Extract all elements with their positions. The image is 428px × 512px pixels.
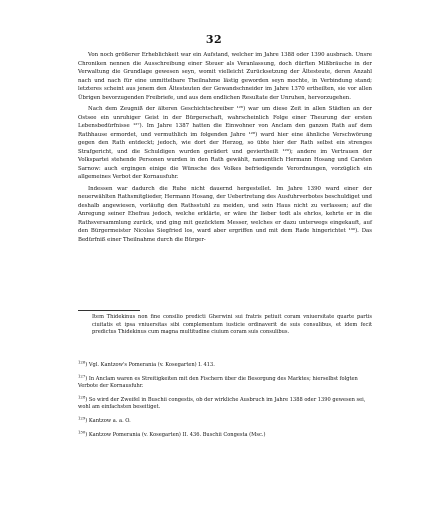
paragraph: Nach dem Zeugniß der älteren Geschichtschreiber ¹²⁶) war um diese Zeit in allen Städten an der Ostsee ein unruhiger Geist in der Bürgerschaft, wahrscheinlich Folge einer Theurung der ersten Lebensbedürfnisse ¹²⁷). Im Jahre 1387 hatten die Einwohner von Anclam den ganzen Rath auf dem Rathhause ermordet, und vermuthlich im folgenden Jahre ¹²⁸) ward hier eine ähnliche Verschwörung gegen den Rath entdeckt; jedoch, wie dort der Herzog, so übte hier der Rath selbst ein strenges Strafgericht, und die Schuldigen wurden gerädert und geviertheilt ¹²⁹); andere im Vertrauen der Volkspartei stehende Personen wurden in den Rath gewählt, namentlich Hermann Hosang und Carsten Sarnow: auch ergingen einige die Wünsche des Volkes befriedigende Verordnungen, vorzüglich ein allgemeines Verbot der Kornausfuhr. (78, 106, 372, 180)
footnotes (78, 359, 372, 445)
footnote-number: 127 (78, 372, 86, 378)
footnote-text: Kantzow a. a. O. (88, 417, 131, 424)
footnote-number: 129 (78, 415, 86, 421)
footnote: $^{129}$) Kantzow a. a. O. (78, 415, 131, 424)
footnote-number: 130 (78, 428, 86, 434)
footnote-text: In Anclam waren es Streitigkeiten mit den Fischern über die Besorgung des Marktes; hierselbst folgten Verbote der Kornausfuhr. (78, 375, 358, 390)
footnote-text: Vgl. Kantzow's Pomerania (v. Kosegarten) I. 413. (88, 362, 215, 368)
footnote-number: 126 (78, 359, 86, 365)
page-number: 32 (205, 33, 223, 46)
footnote-text: Kantzow Pomerania (v. Kosegarten) II. 436. Buschii Congesta (Msc.) (88, 431, 266, 438)
body-text (78, 51, 372, 247)
footnote-text: So wird der Zweifel in Buschii congestis, ob der wirkliche Ausbruch im Jahre 1388 oder 1390 gewesen sei, wohl am einfachsten beseitiget. (78, 396, 366, 411)
footnote: $^{130}$) Kantzow Pomerania (v. Kosegarten) II. 436. Buschii Congesta (Msc.) (78, 428, 266, 438)
paragraph: Indessen war dadurch die Ruhe nicht dauernd hergestellet. Im Jahre 1390 ward einer der neuerwählten Rathsmitglieder, Hermann Hosang, der Uebertretung des Ausfuhrverbotes beschuldiget und deshalb angewiesen, vorläufig den Rathsstuhl zu meiden, und sein Haus nicht zu verlassen; auf die Anregung seiner Ehefrau jedoch, welche erklärte, er wäre ihr lieber todt als ehrlos, kehrte er in die Rathsversammlung zurück, und ging mit gezücktem Messer, welches er dazu unterwegs eingekauft, auf den Bürgermeister Nicolas Siegfried los, ward aber ergriffen und mit dem Rade hingerichtet ¹³⁰). Das Bedürfniß einer Theilnahme durch die Bürger- (78, 185, 372, 243)
latin-quote: Item Thidekinus non fine consilio predicti Gherwini sui fratris petiuit coram vniuersitate quarte partis ciuitatis et ipsa vniuersitas sibi complementum iusticie ordinaverit de suis consulibus, et idem fecit predictus Thidekinus cum magna multitudine ciuium coram suis consulibus. (92, 314, 372, 336)
footnote: $^{126}$) Vgl. Kantzow's Pomerania (v. Kosegarten) I. 413. (78, 359, 215, 368)
paragraph: Von noch größerer Erheblichkeit war ein Aufstand, welcher im Jahre 1388 oder 1390 ausbrach. Unsre Chroniken nennen die Ausschreibung einer Steuer als Veranlassung, doch dürften Mißbräuche in der Verwaltung die Grundlage gewesen seyn, womit vielleicht Zurücksetzung der Ältesteute, deren Anzahl nach und nach für eine unmittelbare Theilnahme lästig geworden seyn mochte, in Verbindung stand; letzteres scheint aus jenem den Ältesteuten der Gewandschneider im Jahre 1370 ertheilten, sie vor allen Übrigen bevorzugenden Freibriefe, und aus dem endlichen Resultate der Unruhen, hervorzugehen. (78, 52, 372, 101)
footnote: $^{127}$) In Anclam waren es Streitigkeiten mit den Fischern über die Besorgung des Marktes; hierselbst folgten Verbote der Kornausfuhr. (78, 372, 358, 390)
footnote-number: 128 (78, 394, 86, 400)
footnote: $^{128}$) So wird der Zweifel in Buschii congestis, ob der wirkliche Ausbruch im Jahre 1388 oder 1390 gewesen sei, wohl am einfachsten beseitiget. (78, 394, 366, 411)
footnote-divider (78, 310, 140, 311)
